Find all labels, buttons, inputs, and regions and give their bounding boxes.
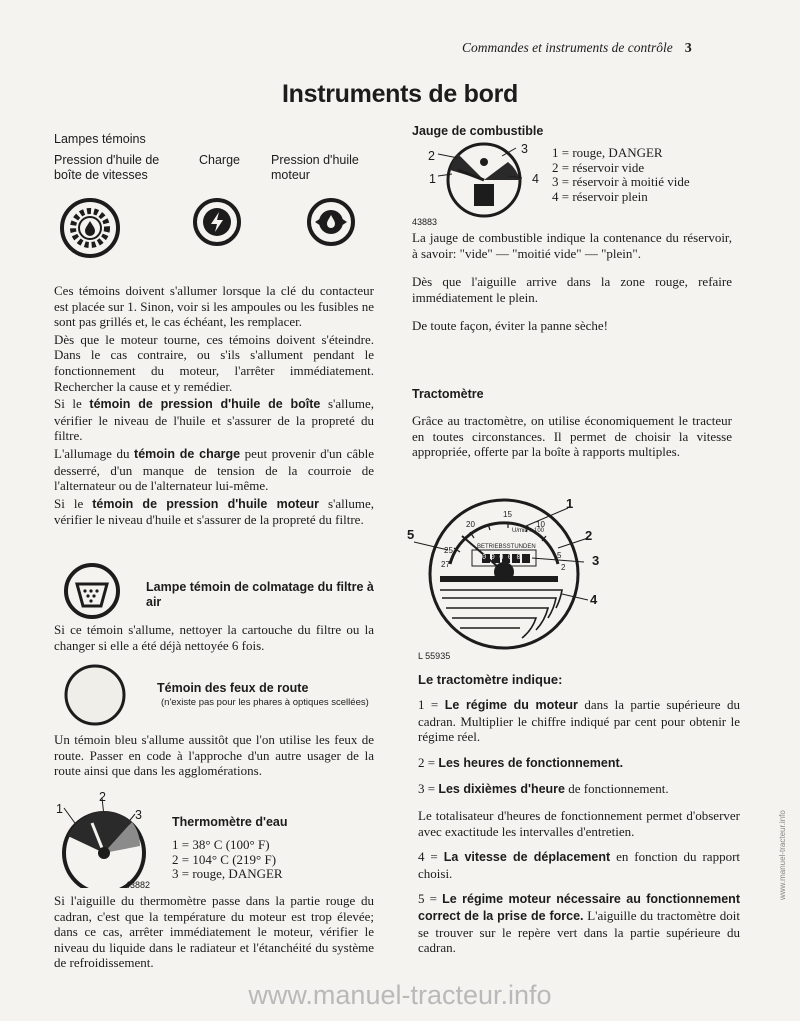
tracto-intro: Grâce au tractomètre, on utilise économiquement le tracteur en toutes circonstances. Il permet de choisir la vitesse appropriée, offerte par la boîte à rapports multiples. <box>412 413 732 460</box>
jauge-callout: 1 <box>429 172 436 186</box>
legend-item: 3 = rouge, DANGER <box>172 866 283 881</box>
tracto-item: 3 = Les dixièmes d'heure de fonctionnement. <box>418 781 669 797</box>
dial-unit: U/min x 100 <box>512 528 545 534</box>
tracto-item: Le totalisateur d'heures de fonctionnement permet d'observer avec exactitude les intervalles d'entretien. <box>418 807 740 839</box>
dial-scale-label: 2 <box>561 563 566 572</box>
lampes-paragraph: Si le témoin de pression d'huile de boîte s'allume, vérifier le niveau de l'huile et s'assurer de la propreté du filtre. <box>54 396 375 444</box>
thermo-figure-code: 43882 <box>125 880 151 890</box>
watermark: www.manuel-tracteur.info <box>248 980 552 1010</box>
thermo-callout: 3 <box>135 808 142 822</box>
tracto-item: 4 = La vitesse de déplacement en fonction du rapport choisi. <box>418 849 741 881</box>
jauge-callout: 2 <box>428 149 435 163</box>
jauge-title: Jauge de combustible <box>412 124 544 138</box>
side-url: www.manuel-tracteur.info <box>778 810 787 900</box>
engine-oil-pressure-icon <box>306 197 356 247</box>
thermo-callout: 2 <box>99 790 106 804</box>
fuel-gauge <box>418 140 538 220</box>
label-oil-gearbox: Pression d'huile de boîte de vitesses <box>54 153 160 182</box>
phares-note: (n'existe pas pour les phares à optiques scellées) <box>161 697 369 708</box>
jauge-callout: 4 <box>532 172 539 186</box>
tracto-item: 2 = Les heures de fonctionnement. <box>418 754 624 770</box>
legend-item: 3 = réservoir à moitié vide <box>552 174 690 189</box>
tracto-item: 1 = Le régime du moteur dans la partie supérieure du cadran. Multiplier le chiffre indiqué par cent pour obtenir le régime réel. <box>418 697 740 745</box>
legend-item: 1 = 38° C (100° F) <box>172 837 270 852</box>
tracto-callout: 5 <box>407 527 415 542</box>
tracto-items <box>418 697 740 956</box>
legend-item: 4 = réservoir plein <box>552 188 648 204</box>
dial-scale-label: 15 <box>503 510 512 519</box>
legend-item: 2 = réservoir vide <box>552 159 645 175</box>
dial-scale-label: 27 <box>441 560 450 569</box>
lampes-paragraph: Si le témoin de pression d'huile moteur s'allume, vérifier le niveau d'huile et s'assurer de la propreté du filtre. <box>54 495 374 528</box>
gearbox-oil-pressure-icon <box>59 197 121 259</box>
dial-scale-label: 25 <box>444 546 453 555</box>
dial-counter-digits: 00000 <box>482 554 526 562</box>
lampes-paragraph: Dès que le moteur tourne, ces témoins doivent s'éteindre. Dans le cas contraire, ou s'ils s'allument pendant le fonctionnement du moteur, l'arrêter immédiatement. Rechercher la cause et y remédier. <box>54 331 374 394</box>
tracto-indique: Le tractomètre indique: <box>418 672 563 687</box>
phares-text: Un témoin bleu s'allume aussitôt que l'on utilise les feux de route. Passer en code à l'approche d'un autre usager de la route ainsi que dans les agglomérations. <box>54 732 374 779</box>
lampes-heading: Lampes témoins <box>54 132 146 146</box>
air-filter-icon <box>63 562 121 620</box>
jauge-figure-code: 43883 <box>412 217 438 227</box>
jauge-paragraph: Dès que l'aiguille arrive dans la zone rouge, refaire immédiatement le plein. <box>412 274 732 305</box>
page-title: Instruments de bord <box>282 80 518 108</box>
tracto-callout: 4 <box>590 592 598 607</box>
page-number: 3 <box>684 41 692 56</box>
jauge-legend <box>552 146 690 204</box>
tracto-callout: 1 <box>566 496 574 511</box>
running-header <box>462 40 692 57</box>
phares-title: Témoin des feux de route <box>157 681 309 695</box>
charge-icon <box>192 197 242 247</box>
dial-counter-label: BETRIEBSSTUNDEN <box>477 544 536 550</box>
dial-scale-label: 20 <box>466 520 475 529</box>
lampes-text <box>54 283 374 530</box>
filtre-title: Lampe témoin de colmatage du filtre à air <box>146 580 374 609</box>
filtre-text: Si ce témoin s'allume, nettoyer la cartouche du filtre ou la changer si elle a été déjà nettoyée 6 fois. <box>54 622 374 653</box>
tracto-callout: 2 <box>585 528 593 543</box>
jauge-text <box>412 230 732 336</box>
tracto-figure-code: L 55935 <box>418 651 451 661</box>
water-thermometer-gauge <box>52 788 162 888</box>
thermo-text: Si l'aiguille du thermomètre passe dans la partie rouge du cadran, c'est que la température du moteur est trop élevée; dans ce cas, arrêter immédiatement le moteur, vérifier le niveau du liquide dans le radiateur et l'étanchéité du système de refroidissement. <box>54 893 374 971</box>
jauge-paragraph: La jauge de combustible indique la contenance du réservoir, à savoir: "vide" — "moitié vide" — "plein". <box>412 230 732 261</box>
thermo-callout: 1 <box>56 802 63 816</box>
tracto-callout: 3 <box>592 553 600 568</box>
section-name: Commandes et instruments de contrôle <box>462 40 673 55</box>
jauge-callout: 3 <box>521 142 528 156</box>
tracto-item: 5 = Le régime moteur nécessaire au fonctionnement correct de la prise de force. L'aiguille du tractomètre doit se trouver sur le repère vert dans la partie supérieure du cadran. <box>418 891 740 956</box>
label-charge: Charge <box>199 153 240 167</box>
tracto-title: Tractomètre <box>412 387 484 401</box>
label-oil-engine: Pression d'huile moteur <box>271 153 359 182</box>
legend-item: 2 = 104° C (219° F) <box>172 851 277 867</box>
legend-item: 1 = rouge, DANGER <box>552 145 663 160</box>
lampes-paragraph: Ces témoins doivent s'allumer lorsque la clé du contacteur est placée sur 1. Sinon, voir si les ampoules ou les fusibles ne sont pas grillés et, le cas échéant, les remplacer. <box>54 283 374 330</box>
dial-scale-label: 5 <box>557 551 562 560</box>
lampes-paragraph: L'allumage du témoin de charge peut provenir d'un câble desserré, d'un manque de tension de la courroie de l'alternateur ou de l'alternateur lui-même. <box>54 445 374 494</box>
thermo-legend <box>172 838 283 882</box>
high-beam-lamp-icon <box>63 663 127 727</box>
dial-scale-label: 10 <box>536 520 545 529</box>
thermo-title: Thermomètre d'eau <box>172 815 288 829</box>
tractometer-dial <box>412 496 612 656</box>
jauge-paragraph: De toute façon, éviter la panne sèche! <box>412 318 608 334</box>
